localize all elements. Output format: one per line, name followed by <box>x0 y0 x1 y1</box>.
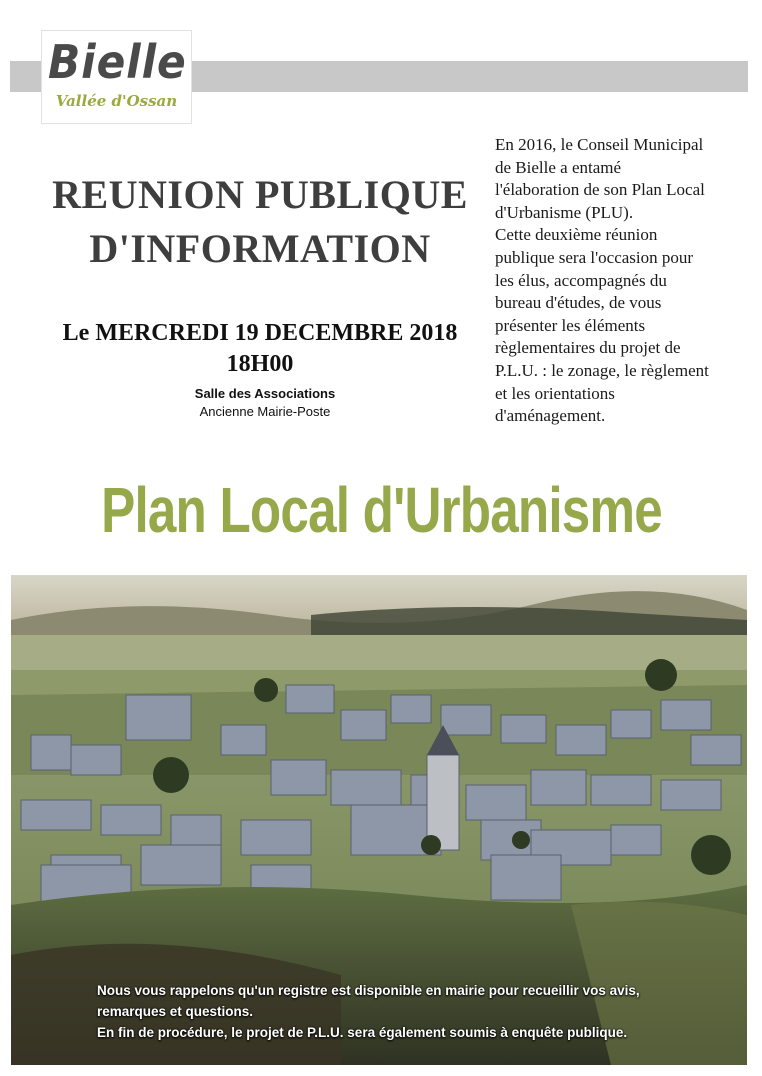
intro-line: d'Urbanisme (PLU). <box>495 202 634 222</box>
logo-name: Bielle <box>47 35 187 89</box>
intro-line: présenter les éléments <box>495 315 646 335</box>
title-line-2: D'INFORMATION <box>89 226 431 271</box>
page-title <box>20 168 500 276</box>
notice-line-2: remarques et questions. <box>97 1004 254 1019</box>
intro-line: l'élaboration de son Plan Local <box>495 180 705 200</box>
plu-heading <box>0 470 762 550</box>
logo-subtitle: Vallée d'Ossan <box>55 92 178 110</box>
intro-line: et les orientations <box>495 383 615 403</box>
intro-paragraph <box>495 134 745 428</box>
venue-name: Salle des Associations <box>194 386 336 401</box>
intro-line: P.L.U. : le zonage, le règlement <box>495 360 709 380</box>
intro-line: Cette deuxième réunion <box>495 225 658 245</box>
time-line: 18H00 <box>226 351 294 377</box>
intro-line: les élus, accompagnés du <box>495 270 667 290</box>
venue <box>140 385 390 421</box>
date-line: Le MERCREDI 19 DECEMBRE 2018 <box>62 320 458 346</box>
intro-line: d'aménagement. <box>495 406 606 426</box>
bielle-logo <box>41 30 192 124</box>
meeting-date <box>20 318 500 380</box>
intro-line: règlementaires du projet de <box>495 338 681 358</box>
venue-detail: Ancienne Mairie-Poste <box>199 404 331 419</box>
plu-heading-text: Plan Local d'Urbanisme <box>100 474 662 546</box>
notice-line-1: Nous vous rappelons qu'un registre est disponible en mairie pour recueillir vos avis, <box>97 983 640 998</box>
title-line-1: REUNION PUBLIQUE <box>52 172 468 217</box>
intro-line: de Bielle a entamé <box>495 157 622 177</box>
intro-line: publique sera l'occasion pour <box>495 247 694 267</box>
village-photo <box>11 575 747 1065</box>
intro-line: bureau d'études, de vous <box>495 293 662 313</box>
notice-line-3: En fin de procédure, le projet de P.L.U. sera également soumis à enquête publique. <box>97 1025 628 1040</box>
intro-line: En 2016, le Conseil Municipal <box>495 135 704 154</box>
registry-notice <box>97 980 717 1043</box>
